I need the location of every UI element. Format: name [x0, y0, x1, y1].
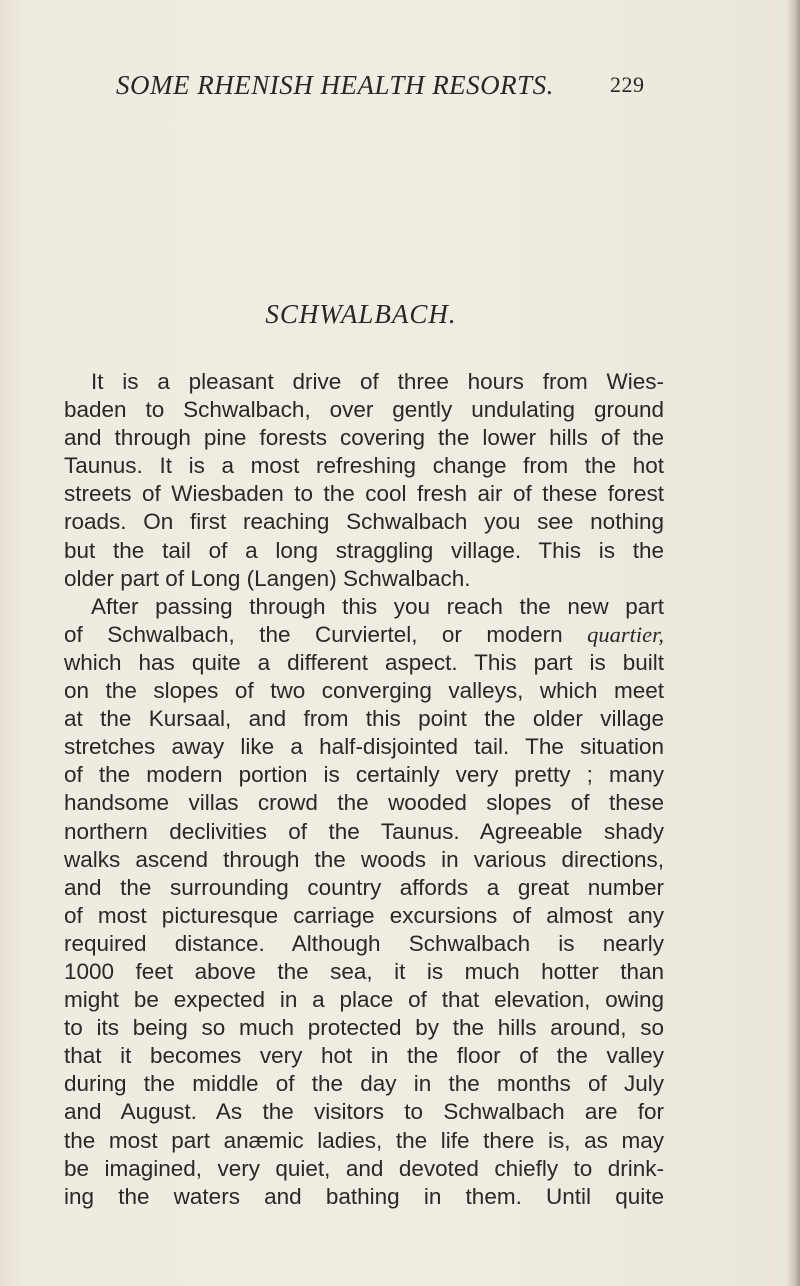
text-line: on the slopes of two converging valleys, which meet [64, 678, 664, 704]
text-line: during the middle of the day in the months of July [64, 1071, 664, 1097]
text-line: to its being so much protected by the hills around, so [64, 1015, 664, 1041]
text-line: older part of Long (Langen) Schwalbach. [64, 565, 471, 591]
text-line: the most part anæmic ladies, the life there is, as may [64, 1127, 664, 1153]
text-line: but the tail of a long straggling village. This is the [64, 537, 664, 563]
text-line: roads. On first reaching Schwalbach you see nothing [64, 509, 664, 535]
text-line: which has quite a different aspect. This part is built [64, 649, 664, 675]
text-line: might be expected in a place of that elevation, owing [64, 987, 664, 1013]
text-line: baden to Schwalbach, over gently undulating ground [64, 397, 664, 423]
text-line: handsome villas crowd the wooded slopes of these [64, 790, 664, 816]
text-line: ing the waters and bathing in them. Until quite [64, 1183, 664, 1209]
text-line: of most picturesque carriage excursions of almost any [64, 902, 664, 928]
text-line: and the surrounding country affords a great number [64, 874, 664, 900]
text-line: northern declivities of the Taunus. Agreeable shady [64, 818, 664, 844]
text-line: of the modern portion is certainly very pretty ; many [64, 762, 664, 788]
italic-word: quartier, [587, 621, 664, 647]
text-line: 1000 feet above the sea, it is much hotter than [64, 958, 664, 984]
text-line: that it becomes very hot in the floor of the valley [64, 1043, 664, 1069]
section-title [0, 299, 800, 330]
text-line: Taunus. It is a most refreshing change from the hot [64, 453, 664, 479]
text-fragment: of Schwalbach, the Curviertel, or modern [64, 621, 563, 647]
text-line: After passing through this you reach the new part [91, 593, 664, 619]
text-line: walks ascend through the woods in various directions, [64, 846, 664, 872]
text-line: required distance. Although Schwalbach is nearly [64, 930, 664, 956]
text-line: and through pine forests covering the lower hills of the [64, 425, 664, 451]
text-line-with-italic [64, 621, 664, 649]
page-edge-shadow [786, 0, 800, 1286]
section-title-text: SCHWALBACH. [265, 299, 457, 329]
page-number: 229 [610, 72, 645, 97]
text-line: stretches away like a half-disjointed tail. The situation [64, 734, 664, 760]
text-line: and August. As the visitors to Schwalbach are for [64, 1099, 664, 1125]
running-head [116, 70, 656, 110]
text-line: streets of Wiesbaden to the cool fresh air of these forest [64, 481, 664, 507]
running-head-title: SOME RHENISH HEALTH RESORTS. [116, 70, 554, 100]
text-line: at the Kursaal, and from this point the older village [64, 706, 664, 732]
text-line: be imagined, very quiet, and devoted chiefly to drink- [64, 1155, 664, 1181]
body-text [64, 368, 664, 1211]
text-line: It is a pleasant drive of three hours from Wies- [91, 369, 664, 394]
